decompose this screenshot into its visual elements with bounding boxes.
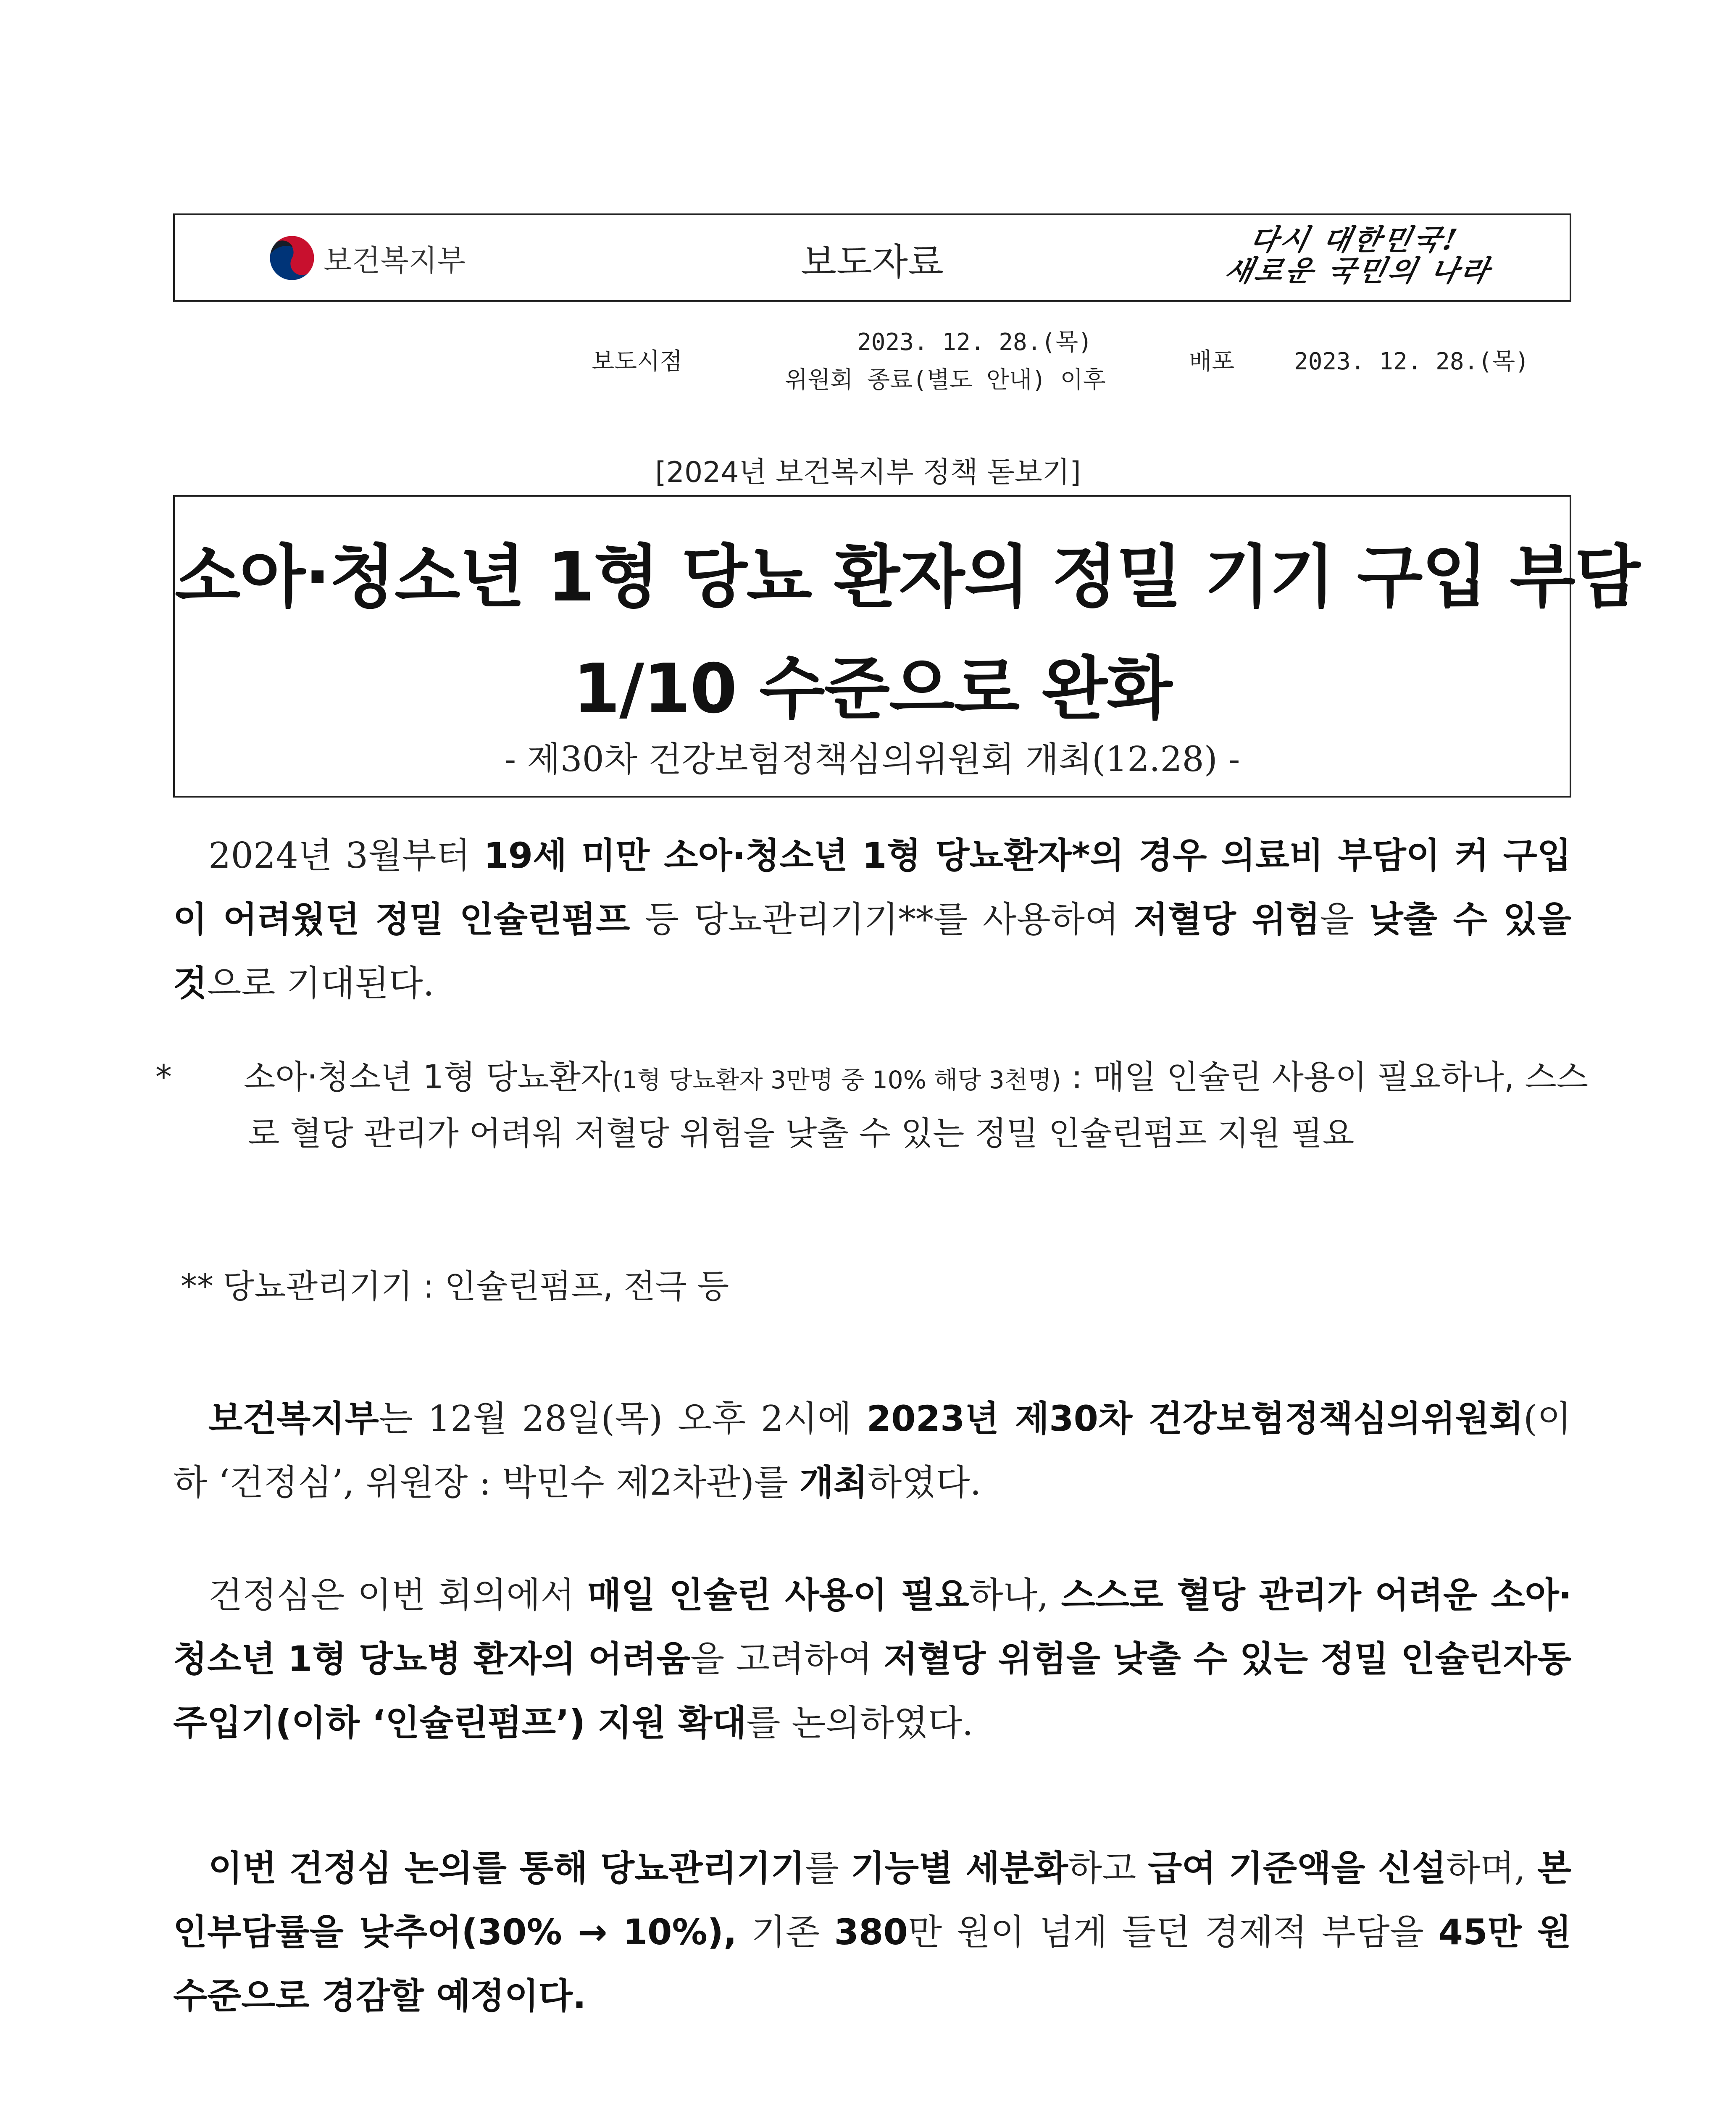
subtitle: - 제30차 건강보험정책심의위원회 개최(12.28) - (504, 740, 1240, 779)
headline-line-2: 1/10 수준으로 완화 (573, 650, 1172, 729)
release-time-condition: 위원회 종료(별도 안내) 이후 (785, 366, 1106, 394)
text: 는 12월 28일(목) 오후 2시에 (379, 1398, 867, 1439)
emphasis: 이번 건정심 논의를 통해 당뇨관리기기 (208, 1848, 805, 1889)
text: 건정심은 이번 회의에서 (208, 1574, 587, 1616)
text: 당뇨관리기기 : 인슐린펌프, 전극 등 (223, 1268, 729, 1306)
emphasis: 낮출 수 있을 것 (173, 899, 1571, 1004)
text: 만 원이 넘게 들던 경제적 부담을 (907, 1911, 1439, 1953)
text: 소아‧청소년 1형 당뇨환자 (244, 1058, 613, 1096)
emphasis: 매일 인슐린 사용이 필요 (587, 1574, 969, 1616)
paragraph-2 (173, 1387, 1571, 1514)
title-box (173, 495, 1640, 798)
paragraph-1 (173, 824, 1571, 1015)
text: 하고 (1068, 1848, 1148, 1889)
footnote-mark: * (155, 1058, 172, 1096)
text: 하나, (969, 1574, 1061, 1616)
paragraph-4 (173, 1836, 1571, 2028)
text: 2024년 3월부터 (208, 835, 484, 876)
text: 등 당뇨관리기기**를 사용하여 (630, 899, 1134, 940)
text: 을 (1320, 899, 1369, 940)
distribution-label: 배포 (1189, 348, 1235, 375)
emphasis: 380 (834, 1911, 908, 1953)
text: 를 (805, 1848, 851, 1889)
emphasis: 저혈당 위험 (1134, 899, 1320, 940)
emphasis: 스스로 혈당 관리가 어려운 소아‧청소년 1형 당뇨병 환자의 어려움 (173, 1574, 1571, 1680)
text: 으로 기대된다. (207, 963, 434, 1004)
text: : 매일 인슐린 사용이 필요하나, 스스로 혈당 관리가 어려워 저혈당 위험을 낮출 수 있는 정밀 인슐린펌프 지원 필요 (248, 1058, 1589, 1153)
slogan (1217, 224, 1511, 296)
slogan-line-2: 새로운 국민의 나라 (1221, 254, 1495, 288)
emphasis: 보건복지부 (208, 1398, 379, 1439)
release-time-date: 2023. 12. 28.(목) (857, 329, 1092, 356)
footnote-1 (155, 1050, 1618, 1161)
slogan-line-1: 다시 대한민국! (1247, 223, 1462, 257)
distribution-date: 2023. 12. 28.(목) (1294, 348, 1529, 375)
ministry-name: 보건복지부 (324, 243, 466, 278)
press-release-label: 보도자료 (800, 240, 944, 284)
text: (1형 당뇨환자 3만명 중 10% 해당 3천명) (612, 1066, 1061, 1094)
emphasis: 급여 기준액을 신설 (1148, 1848, 1446, 1889)
footnote-mark: ** (181, 1268, 213, 1306)
text: (이하 ‘건정심’, 위원장 : 박민수 제2차관)를 (173, 1398, 1571, 1503)
emphasis: 개최 (799, 1462, 868, 1503)
footnote-2 (181, 1260, 1550, 1314)
text: 기존 (736, 1911, 834, 1953)
release-time-label: 보도시점 (592, 348, 683, 375)
text: 하며, (1446, 1848, 1537, 1889)
emphasis: 45만 원 수준으로 경감할 예정이다. (173, 1911, 1571, 2017)
text: 을 고려하여 (690, 1638, 884, 1680)
text: 를 논의하였다. (746, 1702, 973, 1743)
emphasis: 본인부담률을 낮추어(30% → 10%), (173, 1848, 1571, 1953)
emphasis: 19세 미만 소아·청소년 1형 당뇨환자*의 경우 의료비 부담이 커 구입이 어려웠던 정밀 인슐린펌프 (173, 835, 1571, 940)
headline-line-1: 소아·청소년 1형 당뇨 환자의 정밀 기기 구입 부담 (175, 538, 1640, 617)
paragraph-3 (173, 1563, 1571, 1755)
header-box (173, 213, 1571, 302)
emphasis: 기능별 세분화 (850, 1848, 1068, 1889)
text: 하였다. (868, 1462, 981, 1503)
emphasis: 2023년 제30차 건강보험정책심의위원회 (866, 1398, 1524, 1439)
series-label: [2024년 보건복지부 정책 돋보기] (655, 456, 1081, 489)
emphasis: 저혈당 위험을 낮출 수 있는 정밀 인슐린자동주입기(이하 ‘인슐린펌프’) 지원 확대 (173, 1638, 1571, 1743)
